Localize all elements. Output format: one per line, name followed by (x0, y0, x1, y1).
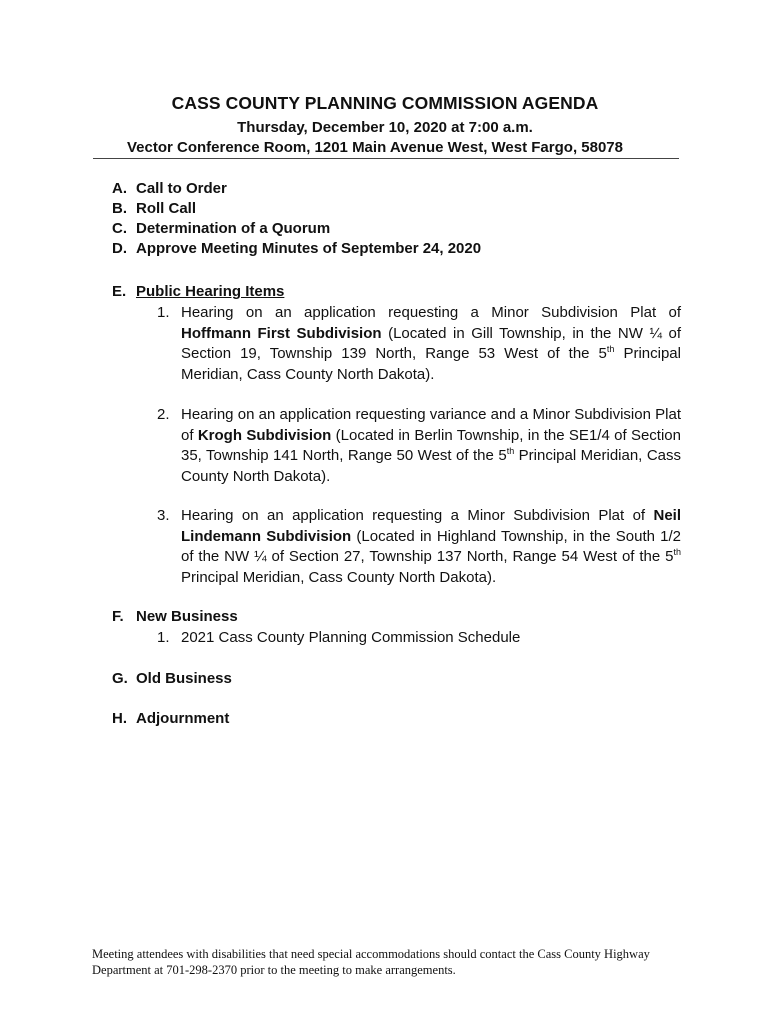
agenda-title: CASS COUNTY PLANNING COMMISSION AGENDA (171, 93, 599, 113)
agenda-label: Public Hearing Items (136, 283, 285, 300)
subdivision-name: Krogh Subdivision (197, 426, 332, 444)
agenda-item-call-to-order (112, 180, 227, 197)
agenda-label: Adjournment (136, 710, 230, 727)
agenda-letter: B. (112, 200, 127, 217)
agenda-item-new-business (112, 608, 238, 625)
accessibility-footnote: Meeting attendees with disabilities that need special accommodations should contact the Cass County Highway Department at 701-298-2370 prior to the meeting to make arrangements. (92, 947, 650, 977)
agenda-item-public-hearing (112, 283, 284, 300)
hearing-item-2 (157, 405, 681, 487)
subdivision-name: Neil Lindemann Subdivision (181, 507, 681, 545)
agenda-letter: A. (112, 180, 127, 197)
hearing-item-3 (157, 506, 681, 588)
agenda-letter: H. (112, 710, 127, 727)
hearing-description: Hearing on an application requesting variance and a Minor Subdivision Plat of Krogh Subdivision (Located in Berlin Township, in the SE1/4 of Section 35, Township 141 North, Range 50 West of the 5th Principal Meridian, Cass County North Dakota). (181, 406, 681, 485)
agenda-item-roll-call (112, 200, 196, 217)
subdivision-name: Hoffmann First Subdivision (181, 324, 382, 342)
agenda-item-old-business (112, 670, 232, 687)
agenda-letter: C. (112, 220, 127, 237)
hearing-description: Hearing on an application requesting a Minor Subdivision Plat of Hoffmann First Subdivision (Located in Gill Township, in the NW ¼ of Section 19, Township 139 North, Range 53 West of the 5th Principal Meridian, Cass County North Dakota). (181, 304, 681, 383)
item-description: 2021 Cass County Planning Commission Schedule (181, 629, 521, 646)
agenda-label: Call to Order (136, 180, 227, 197)
header-divider (93, 158, 679, 159)
agenda-letter: F. (112, 608, 124, 625)
agenda-item-quorum (112, 220, 330, 237)
agenda-letter: G. (112, 670, 128, 687)
agenda-letter: E. (112, 283, 127, 300)
hearing-number: 3. (157, 507, 170, 524)
hearing-number: 2. (157, 406, 170, 423)
agenda-item-adjournment (112, 710, 229, 727)
meeting-date: Thursday, December 10, 2020 at 7:00 a.m. (237, 119, 533, 136)
hearing-item-1 (157, 303, 681, 385)
agenda-label: Old Business (136, 670, 232, 687)
agenda-item-approve-minutes (112, 240, 481, 257)
agenda-label: New Business (136, 608, 238, 625)
hearing-description: Hearing on an application requesting a Minor Subdivision Plat of Neil Lindemann Subdivision (Located in Highland Township, in the South 1/2 of the NW ¼ of Section 27, Township 137 North, Range 54 West of the 5th Principal Meridian, Cass County North Dakota). (181, 507, 681, 586)
new-business-item-1 (157, 628, 681, 649)
item-number: 1. (157, 629, 170, 646)
meeting-location: Vector Conference Room, 1201 Main Avenue West, West Fargo, 58078 (126, 139, 623, 156)
agenda-label: Approve Meeting Minutes of September 24, 2020 (136, 240, 482, 257)
agenda-letter: D. (112, 240, 127, 257)
agenda-label: Determination of a Quorum (136, 220, 331, 237)
agenda-label: Roll Call (136, 200, 197, 217)
hearing-number: 1. (157, 304, 170, 321)
